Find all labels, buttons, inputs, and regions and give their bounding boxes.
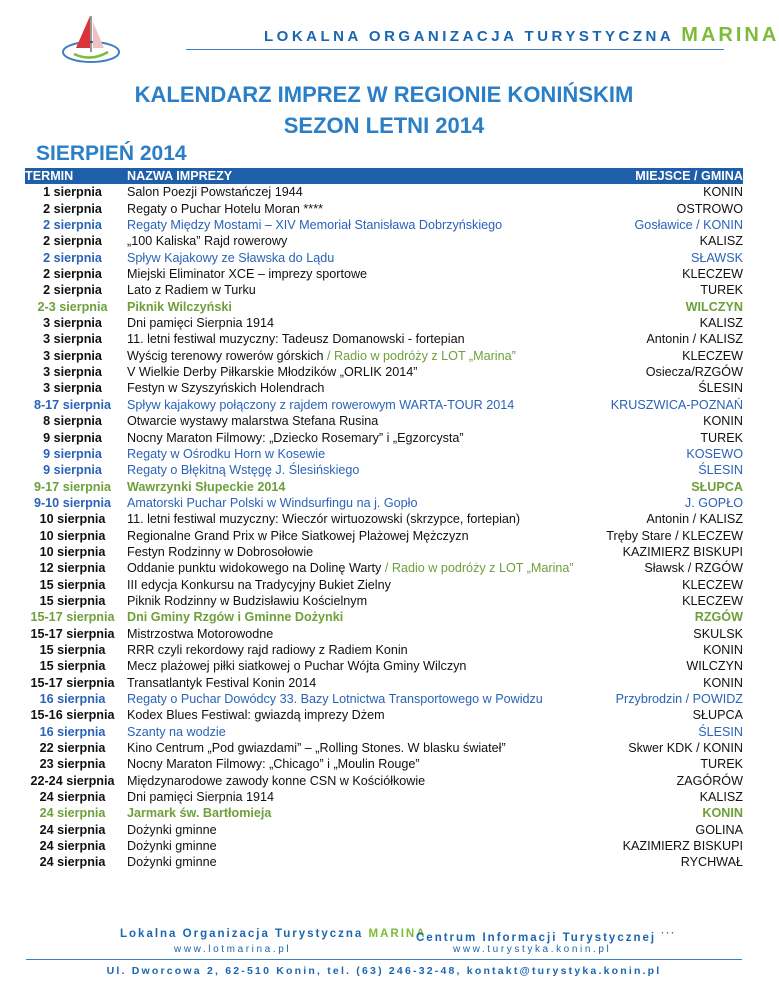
footer-link-turystyka[interactable]: www.turystyka.konin.pl bbox=[453, 944, 612, 955]
table-row bbox=[25, 184, 743, 200]
month-heading: SIERPIEŃ 2014 bbox=[36, 142, 187, 165]
event-name bbox=[120, 691, 550, 707]
event-name-text: Amatorski Puchar Polski w Windsurfingu na j. Gopło bbox=[127, 495, 418, 510]
event-place: Przybrodzin / POWIDZ bbox=[615, 692, 743, 706]
event-name bbox=[120, 201, 550, 217]
event-name bbox=[120, 675, 550, 691]
event-name-text: Spływ kajakowy połączony z rajdem rowerowym WARTA-TOUR 2014 bbox=[127, 397, 515, 412]
event-place: GOLINA bbox=[695, 822, 743, 837]
table-row bbox=[25, 789, 743, 805]
event-name-text: V Wielkie Derby Piłkarskie Młodzików „ORLIK 2014” bbox=[127, 365, 418, 380]
table-row bbox=[25, 675, 743, 691]
footer-info-center bbox=[416, 928, 676, 944]
event-name-text: Festyn w Szyszyńskich Holendrach bbox=[127, 381, 325, 396]
event-name bbox=[120, 430, 550, 446]
event-date: 10 sierpnia bbox=[39, 512, 106, 527]
table-row bbox=[25, 773, 743, 789]
event-name-text: Dożynki gminne bbox=[127, 855, 217, 870]
event-name bbox=[120, 609, 550, 625]
table-row bbox=[25, 479, 743, 495]
event-name bbox=[120, 577, 550, 593]
event-place: ŚLESIN bbox=[698, 724, 743, 739]
event-name-text: Spływ Kajakowy ze Sławska do Lądu bbox=[127, 250, 335, 265]
event-name-text: Wawrzynki Słupeckie 2014 bbox=[127, 479, 286, 494]
event-place: KALISZ bbox=[699, 234, 743, 249]
event-name-text: Dni pamięci Sierpnia 1914 bbox=[127, 790, 275, 805]
event-place: KONIN bbox=[703, 414, 743, 429]
event-date: 2 sierpnia bbox=[43, 283, 102, 298]
event-name bbox=[120, 724, 550, 740]
table-row bbox=[25, 331, 743, 347]
event-name-text: Wyścig terenowy rowerów górskich bbox=[127, 348, 324, 363]
footer-org-prefix: Lokalna Organizacja Turystyczna bbox=[120, 928, 364, 940]
event-date: 3 sierpnia bbox=[43, 348, 102, 363]
event-name bbox=[120, 413, 550, 429]
event-place: KLECZEW bbox=[682, 267, 743, 282]
event-name-text: Festyn Rodzinny w Dobrosołowie bbox=[127, 544, 314, 559]
footer-dots-icon: ··· bbox=[661, 928, 677, 938]
event-date: 3 sierpnia bbox=[43, 332, 102, 347]
event-place: Tręby Stare / KLECZEW bbox=[606, 528, 743, 543]
event-name bbox=[120, 233, 550, 249]
event-date: 15 sierpnia bbox=[39, 642, 106, 657]
event-date: 3 sierpnia bbox=[43, 365, 102, 380]
event-name bbox=[120, 380, 550, 396]
event-name bbox=[120, 544, 550, 560]
table-row bbox=[25, 201, 743, 217]
event-name-text: Regaty o Puchar Dowódcy 33. Bazy Lotnictwa Transportowego w Powidzu bbox=[127, 692, 543, 706]
event-name bbox=[120, 184, 550, 200]
event-name-text: Szanty na wodzie bbox=[127, 724, 226, 739]
table-row bbox=[25, 266, 743, 282]
page-subtitle: SEZON LETNI 2014 bbox=[283, 113, 485, 138]
event-place: WILCZYN bbox=[685, 299, 743, 314]
event-place: TUREK bbox=[700, 430, 743, 445]
event-radio-note: / Radio w podróży z LOT „Marina” bbox=[323, 348, 516, 363]
event-date: 9-17 sierpnia bbox=[33, 479, 111, 494]
event-place: Osiecza/RZGÓW bbox=[645, 365, 743, 380]
footer-link-lotmarina[interactable]: www.lotmarina.pl bbox=[174, 944, 292, 955]
event-name-text: Nocny Maraton Filmowy: „Dziecko Rosemary” i „Egzorcysta” bbox=[127, 430, 464, 445]
event-date: 16 sierpnia bbox=[39, 724, 106, 739]
event-name bbox=[120, 560, 574, 576]
event-date: 9-10 sierpnia bbox=[33, 495, 111, 510]
event-place: Gosławice / KONIN bbox=[634, 218, 743, 233]
event-name bbox=[120, 626, 550, 642]
event-place: WILCZYN bbox=[686, 659, 743, 674]
event-name bbox=[120, 348, 550, 364]
table-row bbox=[25, 544, 743, 560]
event-name bbox=[120, 756, 550, 772]
table-row bbox=[25, 593, 743, 609]
table-row bbox=[25, 462, 743, 478]
event-name bbox=[120, 789, 550, 805]
event-place: J. GOPŁO bbox=[684, 495, 743, 510]
event-place: Sławsk / RZGÓW bbox=[644, 561, 743, 576]
table-row bbox=[25, 805, 743, 821]
event-name-text: RRR czyli rekordowy rajd radiowy z Radiem Konin bbox=[127, 642, 408, 657]
org-prefix: LOKALNA ORGANIZACJA TURYSTYCZNA bbox=[264, 28, 674, 45]
event-name-text: Oddanie punktu widokowego na Dolinę Warty bbox=[127, 561, 382, 576]
table-body bbox=[25, 184, 743, 870]
event-place: KALISZ bbox=[699, 790, 743, 805]
event-name-text: Dni pamięci Sierpnia 1914 bbox=[127, 316, 275, 331]
table-row bbox=[25, 250, 743, 266]
event-date: 15-16 sierpnia bbox=[30, 708, 115, 723]
event-date: 2 sierpnia bbox=[43, 250, 102, 265]
event-place: KAZIMIERZ BISKUPI bbox=[622, 839, 743, 854]
event-place: SŁAWSK bbox=[690, 250, 743, 265]
event-date: 9 sierpnia bbox=[43, 430, 102, 445]
event-place: SŁUPCA bbox=[691, 479, 743, 494]
event-date: 24 sierpnia bbox=[39, 806, 106, 821]
page-title: KALENDARZ IMPREZ W REGIONIE KONIŃSKIM bbox=[134, 82, 634, 107]
event-name-text: Kino Centrum „Pod gwiazdami” – „Rolling Stones. W blasku świateł” bbox=[127, 741, 506, 756]
table-row bbox=[25, 364, 743, 380]
event-place: RZGÓW bbox=[694, 610, 743, 625]
event-name bbox=[120, 479, 550, 495]
event-name bbox=[120, 364, 550, 380]
event-name bbox=[120, 593, 550, 609]
event-name-text: Regaty o Błękitną Wstęgę J. Ślesińskiego bbox=[127, 463, 360, 478]
event-name bbox=[120, 462, 550, 478]
column-header-date: TERMIN bbox=[25, 168, 120, 184]
event-date: 15 sierpnia bbox=[39, 593, 106, 608]
event-name-text: Regaty o Puchar Hotelu Moran **** bbox=[127, 201, 324, 216]
event-place: KLECZEW bbox=[682, 593, 743, 608]
table-row bbox=[25, 380, 743, 396]
event-name-text: Lato z Radiem w Turku bbox=[127, 283, 256, 298]
event-date: 15-17 sierpnia bbox=[30, 626, 115, 641]
table-row bbox=[25, 511, 743, 527]
footer-divider bbox=[26, 959, 742, 960]
table-row bbox=[25, 642, 743, 658]
org-brand: MARINA bbox=[681, 24, 779, 46]
table-row bbox=[25, 446, 743, 462]
event-place: KONIN bbox=[703, 642, 743, 657]
footer-org bbox=[120, 928, 427, 940]
event-date: 9 sierpnia bbox=[43, 463, 102, 478]
table-row bbox=[25, 430, 743, 446]
event-place: Skwer KDK / KONIN bbox=[628, 741, 743, 756]
event-date: 12 sierpnia bbox=[39, 561, 106, 576]
event-date: 2 sierpnia bbox=[43, 234, 102, 249]
event-date: 3 sierpnia bbox=[43, 316, 102, 331]
table-row bbox=[25, 299, 743, 315]
event-date: 22-24 sierpnia bbox=[30, 773, 115, 788]
event-place: KONIN bbox=[703, 675, 743, 690]
event-name-text: Miejski Eliminator XCE – imprezy sportowe bbox=[127, 267, 368, 282]
event-name bbox=[120, 642, 550, 658]
event-name bbox=[120, 740, 550, 756]
event-place: TUREK bbox=[700, 283, 743, 298]
table-row bbox=[25, 315, 743, 331]
table-row bbox=[25, 724, 743, 740]
event-name-text: Dożynki gminne bbox=[127, 822, 217, 837]
table-header-row bbox=[25, 168, 743, 184]
table-row bbox=[25, 577, 743, 593]
table-row bbox=[25, 822, 743, 838]
event-date: 16 sierpnia bbox=[39, 692, 106, 706]
table-row bbox=[25, 560, 743, 576]
event-name bbox=[120, 315, 550, 331]
event-place: ŚLESIN bbox=[698, 463, 743, 478]
footer-info-center-title: Centrum Informacji Turystycznej bbox=[416, 931, 657, 944]
event-name-text: Mecz plażowej piłki siatkowej o Puchar Wójta Gminy Wilczyn bbox=[127, 659, 467, 674]
table-row bbox=[25, 740, 743, 756]
event-place: KOSEWO bbox=[686, 446, 743, 461]
event-radio-note: / Radio w podróży z LOT „Marina” bbox=[381, 561, 574, 576]
event-name bbox=[120, 446, 550, 462]
event-place: KAZIMIERZ BISKUPI bbox=[622, 544, 743, 559]
events-table bbox=[25, 168, 743, 871]
event-name-text: Dożynki gminne bbox=[127, 839, 217, 854]
event-name-text: Regaty Między Mostami – XIV Memoriał Stanisława Dobrzyńskiego bbox=[127, 218, 503, 233]
table-row bbox=[25, 658, 743, 674]
event-date: 24 sierpnia bbox=[39, 855, 106, 870]
table-row bbox=[25, 707, 743, 723]
table-row bbox=[25, 495, 743, 511]
org-logo bbox=[60, 14, 122, 66]
event-date: 9 sierpnia bbox=[43, 446, 102, 461]
event-name-text: Dni Gminy Rzgów i Gminne Dożynki bbox=[127, 610, 344, 625]
event-place: KALISZ bbox=[699, 316, 743, 331]
footer-address: Ul. Dworcowa 2, 62-510 Konin, tel. (63) 246-32-48, kontakt@turystyka.konin.pl bbox=[106, 965, 662, 977]
event-name-text: Piknik Rodzinny w Budzisławiu Kościelnym bbox=[127, 593, 368, 608]
event-name bbox=[120, 217, 550, 233]
event-date: 22 sierpnia bbox=[39, 741, 106, 756]
event-place: KONIN bbox=[702, 806, 743, 821]
event-place: RYCHWAŁ bbox=[680, 855, 743, 870]
event-name-text: III edycja Konkursu na Tradycyjny Bukiet Zielny bbox=[127, 577, 391, 592]
event-date: 24 sierpnia bbox=[39, 839, 106, 854]
table-row bbox=[25, 282, 743, 298]
event-name bbox=[120, 299, 550, 315]
event-date: 23 sierpnia bbox=[39, 757, 106, 772]
event-name bbox=[120, 511, 550, 527]
event-place: Antonin / KALISZ bbox=[646, 332, 743, 347]
event-name-text: „100 Kaliska” Rajd rowerowy bbox=[127, 234, 288, 249]
org-name bbox=[264, 24, 779, 47]
event-place: KONIN bbox=[703, 185, 743, 200]
table-row bbox=[25, 626, 743, 642]
event-name bbox=[120, 658, 550, 674]
table-row bbox=[25, 854, 743, 870]
event-date: 2 sierpnia bbox=[43, 201, 102, 216]
event-date: 2 sierpnia bbox=[43, 218, 102, 233]
event-date: 24 sierpnia bbox=[39, 790, 106, 805]
event-name-text: 11. letni festiwal muzyczny: Tadeusz Domanowski - fortepian bbox=[127, 332, 465, 347]
event-date: 15 sierpnia bbox=[39, 577, 106, 592]
event-name-text: Kodex Blues Festiwal: gwiazdą imprezy Dżem bbox=[127, 708, 385, 723]
event-date: 10 sierpnia bbox=[39, 528, 106, 543]
footer-org-brand: MARINA bbox=[368, 928, 427, 940]
table-row bbox=[25, 691, 743, 707]
event-name-text: Otwarcie wystawy malarstwa Stefana Rusina bbox=[127, 414, 379, 429]
event-name bbox=[120, 838, 550, 854]
event-name-text: Salon Poezji Powstańczej 1944 bbox=[127, 185, 303, 200]
table-row bbox=[25, 233, 743, 249]
event-name-text: Regaty w Ośrodku Horn w Kosewie bbox=[127, 446, 326, 461]
table-row bbox=[25, 217, 743, 233]
event-name bbox=[120, 495, 550, 511]
event-date: 3 sierpnia bbox=[43, 381, 102, 396]
event-date: 2-3 sierpnia bbox=[37, 299, 108, 314]
header-divider bbox=[186, 49, 724, 50]
event-place: SKULSK bbox=[693, 626, 743, 641]
event-name bbox=[120, 707, 550, 723]
event-name-text: Mistrzostwa Motorowodne bbox=[127, 626, 274, 641]
table-row bbox=[25, 413, 743, 429]
event-name bbox=[120, 282, 550, 298]
event-date: 1 sierpnia bbox=[43, 185, 102, 200]
event-name bbox=[120, 528, 550, 544]
table-row bbox=[25, 756, 743, 772]
event-name-text: Nocny Maraton Filmowy: „Chicago” i „Moulin Rouge” bbox=[127, 757, 420, 772]
table-row bbox=[25, 397, 743, 413]
event-name-text: Jarmark św. Bartłomieja bbox=[127, 806, 272, 821]
event-place: ZAGÓRÓW bbox=[676, 773, 743, 788]
event-name-text: Międzynarodowe zawody konne CSN w Kościółkowie bbox=[127, 773, 426, 788]
event-name bbox=[120, 250, 550, 266]
event-name bbox=[120, 773, 550, 789]
event-place: SŁUPCA bbox=[692, 708, 743, 723]
event-name-text: 11. letni festiwal muzyczny: Wieczór wirtuozowski (skrzypce, fortepian) bbox=[127, 512, 521, 527]
event-date: 8-17 sierpnia bbox=[33, 397, 111, 412]
event-name bbox=[120, 266, 550, 282]
event-place: KLECZEW bbox=[682, 348, 743, 363]
event-place: OSTROWO bbox=[676, 201, 743, 216]
event-name bbox=[120, 331, 550, 347]
column-header-name: NAZWA IMPREZY bbox=[120, 168, 550, 184]
table-row bbox=[25, 609, 743, 625]
event-date: 24 sierpnia bbox=[39, 822, 106, 837]
event-name bbox=[120, 805, 550, 821]
table-row bbox=[25, 838, 743, 854]
event-name bbox=[120, 822, 550, 838]
event-date: 8 sierpnia bbox=[43, 414, 102, 429]
table-row bbox=[25, 528, 743, 544]
event-name-text: Transatlantyk Festival Konin 2014 bbox=[127, 675, 317, 690]
event-place: KLECZEW bbox=[682, 577, 743, 592]
event-date: 15 sierpnia bbox=[39, 659, 106, 674]
event-name bbox=[120, 397, 550, 413]
event-date: 15-17 sierpnia bbox=[30, 610, 115, 625]
event-place: TUREK bbox=[700, 757, 743, 772]
event-place: ŚLESIN bbox=[698, 381, 743, 396]
event-name-text: Piknik Wilczyński bbox=[127, 299, 232, 314]
event-date: 2 sierpnia bbox=[43, 267, 102, 282]
event-place: Antonin / KALISZ bbox=[646, 512, 743, 527]
event-name bbox=[120, 854, 550, 870]
event-date: 10 sierpnia bbox=[39, 544, 106, 559]
column-header-place: MIEJSCE / GMINA bbox=[550, 168, 743, 184]
table-row bbox=[25, 348, 743, 364]
event-name-text: Regionalne Grand Prix w Piłce Siatkowej Plażowej Mężczyzn bbox=[127, 528, 469, 543]
event-date: 15-17 sierpnia bbox=[30, 675, 115, 690]
event-place: KRUSZWICA-POZNAŃ bbox=[610, 397, 743, 412]
